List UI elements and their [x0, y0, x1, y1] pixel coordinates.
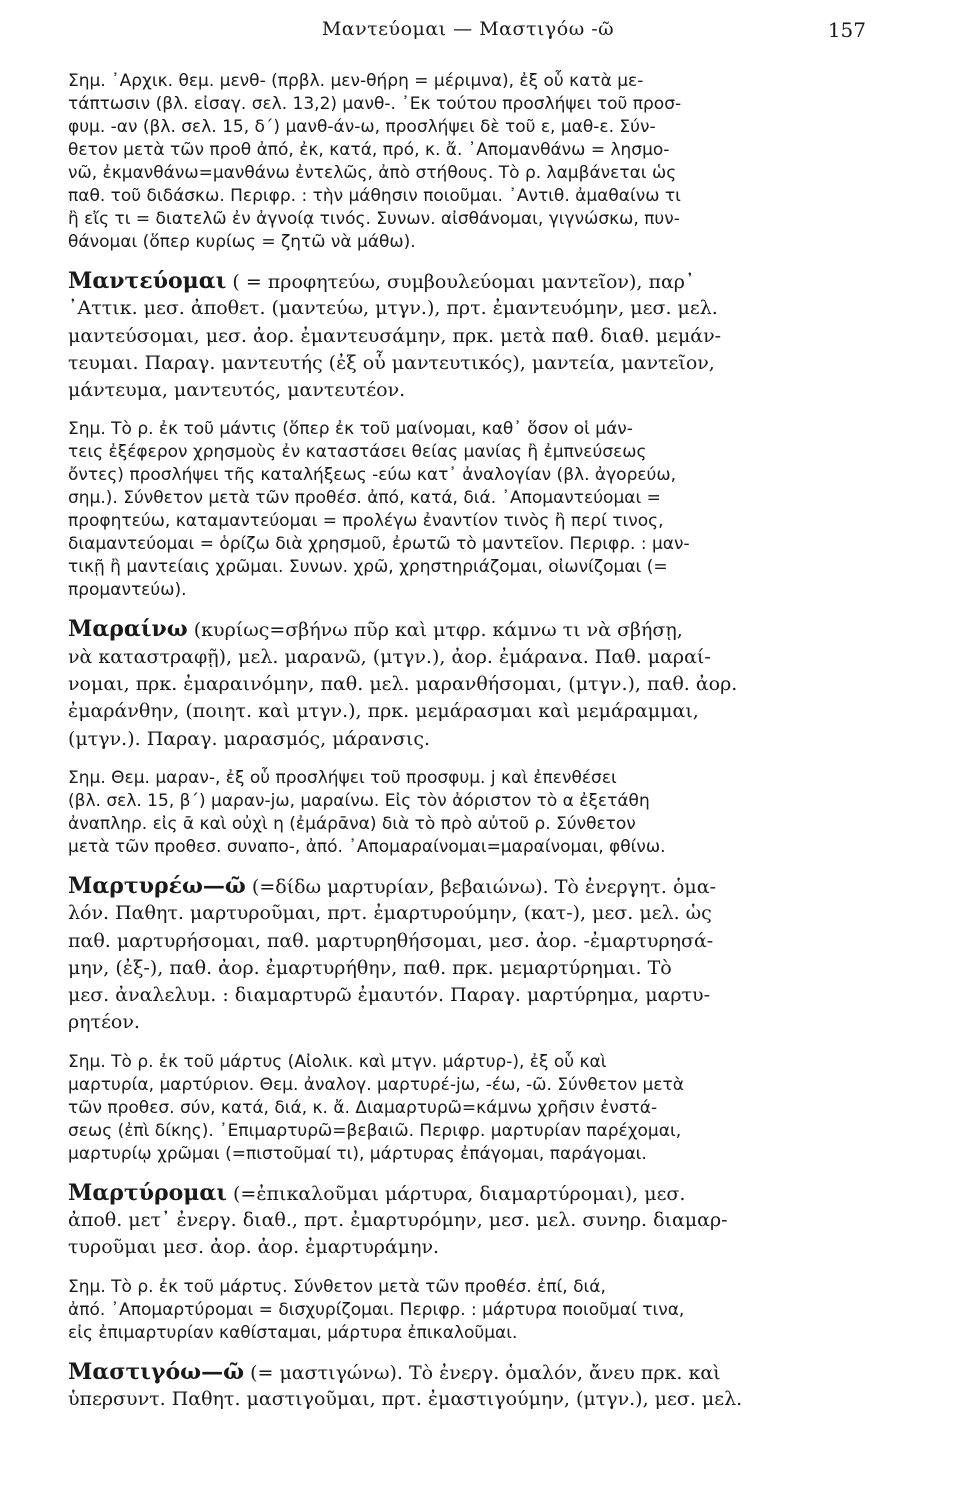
line-text: μαντεύσομαι, μεσ. ἀορ. ἐμαντευσάμην, πρκ. μετὰ παθ. διαθ. μεμάν- — [68, 324, 722, 347]
line-text: ἀναπληρ. εἰς ᾱ καὶ οὐχὶ η (ἐμάρᾱνα) διὰ τὸ πρὸ αὐτοῦ ρ. Σύνθετον — [68, 813, 636, 834]
page-body — [68, 70, 841, 1413]
line-text: φυμ. -αν (βλ. σελ. 15, δ΄) μανθ-άν-ω, προσλήψει δὲ τοῦ ε, μαθ-ε. Σύν- — [68, 117, 656, 137]
line-text: μεσ. ἀναλελυμ. : διαμαρτυρῶ ἐμαυτόν. Παραγ. μαρτύρημα, μαρτυ- — [68, 984, 711, 1007]
text-line — [68, 556, 841, 579]
line-text: ἀποθ. μετ᾿ ἐνεργ. διαθ., πρτ. ἐμαρτυρόμην, μεσ. μελ. συνηρ. διαμαρ- — [68, 1209, 728, 1232]
text-line — [68, 726, 841, 753]
line-text: τευμαι. Παραγ. μαντευτής (ἐξ οὗ μαντευτικός), μαντεία, μαντεῖον, — [68, 351, 715, 374]
text-line — [68, 1299, 841, 1322]
text-line — [68, 1234, 841, 1261]
paragraph-gap — [68, 254, 841, 268]
line-text: νὰ καταστραφῇ), μελ. μαρανῶ, (μτγν.), ἀορ. ἐμάρανα. Παθ. μαραί- — [68, 645, 711, 668]
etymology-note — [68, 70, 841, 254]
paragraph-gap — [68, 602, 841, 616]
text-line — [68, 441, 841, 464]
text-line — [68, 208, 841, 231]
text-line — [68, 93, 841, 116]
text-line — [68, 162, 841, 185]
text-line — [68, 1276, 841, 1299]
text-line — [68, 790, 841, 813]
line-text: Σημ. ᾿Αρχικ. θεμ. μενθ- (πρβλ. μεν-θήρη = μέριμνα), ἐξ οὗ κατὰ με- — [68, 71, 644, 91]
headword: Μαραίνω — [68, 616, 188, 643]
headword: Μαρτυρέω—ῶ — [68, 872, 246, 899]
text-line — [68, 698, 841, 725]
line-text: Σημ. Τὸ ρ. ἐκ τοῦ μάρτυς. Σύνθετον μετὰ τῶν προθέσ. ἐπί, διά, — [68, 1276, 606, 1297]
line-text: Σημ. Τὸ ρ. ἐκ τοῦ μάρτυς (Αἰολικ. καὶ μτγν. μάρτυρ-), ἐξ οὗ καὶ — [68, 1051, 607, 1072]
text-line — [68, 418, 841, 441]
headword: Μαστιγόω—ῶ — [68, 1358, 245, 1385]
line-text: νῶ, ἐκμανθάνω=μανθάνω ἐντελῶς, ἀπὸ στήθους. Τὸ ρ. λαμβάνεται ὡς — [68, 163, 677, 183]
line-text: μετὰ τῶν προθεσ. συναπο-, ἀπό. ᾿Απομαραίνομαι=μαραίνομαι, φθίνω. — [68, 836, 666, 857]
text-line — [68, 900, 841, 927]
text-line — [68, 955, 841, 982]
line-text: (=ἐπικαλοῦμαι μάρτυρα, διαμαρτύρομαι), μεσ. — [226, 1182, 686, 1205]
paragraph-gap — [68, 1166, 841, 1180]
line-text: προμαντεύω). — [68, 580, 187, 601]
line-text: παθ. μαρτυρήσομαι, παθ. μαρτυρηθήσομαι, μεσ. ἀορ. -ἐμαρτυρησά- — [68, 929, 714, 952]
line-text: ἐμαράνθην, (ποιητ. καὶ μτγν.), πρκ. μεμάρασμαι καὶ μεμάραμμαι, — [68, 700, 699, 723]
text-line — [68, 1359, 841, 1386]
line-text: μαρτυρία, μαρτύριον. Θεμ. ἀναλογ. μαρτυρέ-jω, -έω, -ῶ. Σύνθετον μετὰ — [68, 1074, 684, 1095]
line-text: τικῇ ἢ μαντείαις χρῶμαι. Συνων. χρῶ, χρηστηριάζομαι, οἰωνίζομαι (= — [68, 557, 668, 578]
line-text: σημ.). Σύνθετον μετὰ τῶν προθέσ. ἀπό, κατά, διά. ᾿Απομαντεύομαι = — [68, 488, 661, 509]
line-text: Σημ. Θεμ. μαραν-, ἐξ οὗ προσλήψει τοῦ προσφυμ. j καὶ ἐπενθέσει — [68, 767, 617, 788]
text-line — [68, 350, 841, 377]
etymology-note — [68, 418, 841, 602]
paragraph-gap — [68, 859, 841, 873]
etymology-note — [68, 1276, 841, 1345]
line-text: παθ. τοῦ διδάσκω. Περιφρ. : τὴν μάθησιν ποιοῦμαι. ᾿Αντιθ. ἀμαθαίνω τι — [68, 186, 681, 206]
etymology-note — [68, 767, 841, 859]
line-text: νομαι, πρκ. ἐμαραινόμην, παθ. μελ. μαρανθήσομαι, (μτγν.), παθ. ἀορ. — [68, 673, 738, 696]
line-text: ᾿Αττικ. μεσ. ἀποθετ. (μαντεύω, μτγν.), πρτ. ἐμαντευόμην, μεσ. μελ. — [68, 297, 718, 320]
line-text: διαμαντεύομαι = ὁρίζω διὰ χρησμοῦ, ἐρωτῶ τὸ μαντεῖον. Περιφρ. : μαν- — [68, 534, 690, 555]
line-text: ὑπερσυντ. Παθητ. μαστιγοῦμαι, πρτ. ἐμαστιγούμην, (μτγν.), μεσ. μελ. — [68, 1387, 743, 1410]
text-line — [68, 1074, 841, 1097]
line-text: μην, (ἐξ-), παθ. ἀορ. ἐμαρτυρήθην, παθ. πρκ. μεμαρτύρημαι. Τὸ — [68, 956, 672, 979]
line-text: εἰς ἐπιμαρτυρίαν καθίσταμαι, μάρτυρα ἐπικαλοῦμαι. — [68, 1322, 518, 1343]
text-line — [68, 116, 841, 139]
text-line — [68, 616, 841, 643]
text-line — [68, 1207, 841, 1234]
text-line — [68, 813, 841, 836]
paragraph-gap — [68, 1345, 841, 1359]
text-line — [68, 268, 841, 295]
line-text: προφητεύω, καταμαντεύομαι = προλέγω ἐναντίον τινὸς ἢ περί τινος, — [68, 511, 664, 532]
running-title: Μαντεύομαι — Μαστιγόω -ῶ — [321, 18, 615, 40]
text-line — [68, 1097, 841, 1120]
text-line — [68, 533, 841, 556]
line-text: θάνομαι (ὅπερ κυρίως = ζητῶ νὰ μάθω). — [68, 232, 416, 252]
text-line — [68, 767, 841, 790]
line-text: σεως (ἐπὶ δίκης). ᾿Επιμαρτυρῶ=βεβαιῶ. Περιφρ. μαρτυρίαν παρέχομαι, — [68, 1120, 682, 1141]
paragraph-gap — [68, 1262, 841, 1276]
text-line — [68, 464, 841, 487]
text-line — [68, 510, 841, 533]
headword: Μαντεύομαι — [68, 268, 227, 294]
text-line — [68, 231, 841, 254]
dictionary-entry — [68, 616, 841, 752]
text-line — [68, 873, 841, 900]
dictionary-entry — [68, 1180, 841, 1262]
text-line — [68, 1120, 841, 1143]
paragraph-gap — [68, 1037, 841, 1051]
paragraph-gap — [68, 404, 841, 418]
text-line — [68, 671, 841, 698]
paragraph-gap — [68, 753, 841, 767]
text-line — [68, 836, 841, 859]
text-line — [68, 1180, 841, 1207]
page-header — [70, 18, 866, 58]
text-line — [68, 1051, 841, 1074]
line-text: ἢ εἴς τι = διατελῶ ἐν ἀγνοίᾳ τινός. Συνων. αἰσθάνομαι, γιγνώσκω, πυν- — [68, 209, 680, 229]
dictionary-entry — [68, 268, 841, 404]
line-text: (μτγν.). Παραγ. μαρασμός, μάρανσις. — [68, 727, 431, 750]
text-line — [68, 70, 841, 93]
line-text: (= μαστιγώνω). Τὸ ἐνεργ. ὁμαλόν, ἄνευ πρκ. καὶ — [244, 1361, 721, 1384]
line-text: Σημ. Τὸ ρ. ἐκ τοῦ μάντις (ὅπερ ἐκ τοῦ μαίνομαι, καθ᾿ ὅσον οἱ μάν- — [68, 419, 633, 440]
text-line — [68, 644, 841, 671]
text-line — [68, 1386, 841, 1413]
line-text: μαρτυρίῳ χρῶμαι (=πιστοῦμαί τι), μάρτυρας ἐπάγομαι, παράγομαι. — [68, 1143, 647, 1164]
etymology-note — [68, 1051, 841, 1166]
headword: Μαρτύρομαι — [68, 1179, 227, 1206]
line-text: ( = προφητεύω, συμβουλεύομαι μαντεῖον), παρ᾿ — [226, 271, 695, 293]
text-line — [68, 928, 841, 955]
line-text: τεις ἐξέφερον χρησμοὺς ἐν καταστάσει θείας μανίας ἢ ἐμπνεύσεως — [68, 442, 647, 463]
line-text: ρητέον. — [68, 1011, 140, 1034]
dictionary-entry — [68, 1359, 841, 1414]
text-line — [68, 185, 841, 208]
text-line — [68, 579, 841, 602]
text-line — [68, 1009, 841, 1036]
line-text: τῶν προθεσ. σύν, κατά, διά, κ. ἄ. Διαμαρτυρῶ=κάμνω χρῆσιν ἐνστά- — [68, 1097, 658, 1118]
text-line — [68, 1143, 841, 1166]
text-line — [68, 323, 841, 350]
line-text: ἀπό. ᾿Απομαρτύρομαι = δισχυρίζομαι. Περιφρ. : μάρτυρα ποιοῦμαί τινα, — [68, 1299, 685, 1320]
text-line — [68, 487, 841, 510]
text-line — [68, 1322, 841, 1345]
line-text: θετον μετὰ τῶν προθ ἀπό, ἐκ, κατά, πρό, κ. ἄ. ᾿Απομανθάνω = λησμο- — [68, 140, 670, 160]
dictionary-entry — [68, 873, 841, 1037]
line-text: ὄντες) προσλήψει τῆς καταλήξεως -εύω κατ᾿ ἀναλογίαν (βλ. ἀγορεύω, — [68, 465, 677, 486]
line-text: τάπτωσιν (βλ. εἰσαγ. σελ. 13,2) μανθ-. ᾿Εκ τούτου προσλήψει τοῦ προσ- — [68, 94, 682, 114]
text-line — [68, 139, 841, 162]
line-text: (=δίδω μαρτυρίαν, βεβαιώνω). Τὸ ἐνεργητ. ὁμα- — [245, 875, 717, 898]
line-text: λόν. Παθητ. μαρτυροῦμαι, πρτ. ἐμαρτυρούμην, (κατ-), μεσ. μελ. ὡς — [68, 902, 712, 925]
text-line — [68, 377, 841, 404]
line-text: μάντευμα, μαντευτός, μαντευτέον. — [68, 379, 406, 402]
line-text: τυροῦμαι μεσ. ἀορ. ἀορ. ἐμαρτυράμην. — [68, 1236, 440, 1259]
text-line — [68, 295, 841, 322]
line-text: (βλ. σελ. 15, β΄) μαραν-jω, μαραίνω. Εἰς τὸν ἀόριστον τὸ α ἐξετάθη — [68, 790, 650, 811]
line-text: (κυρίως=σβήνω πῦρ καὶ μτφρ. κάμνω τι νὰ σβήσῃ, — [187, 619, 683, 642]
page-number: 157 — [827, 18, 866, 42]
text-line — [68, 982, 841, 1009]
